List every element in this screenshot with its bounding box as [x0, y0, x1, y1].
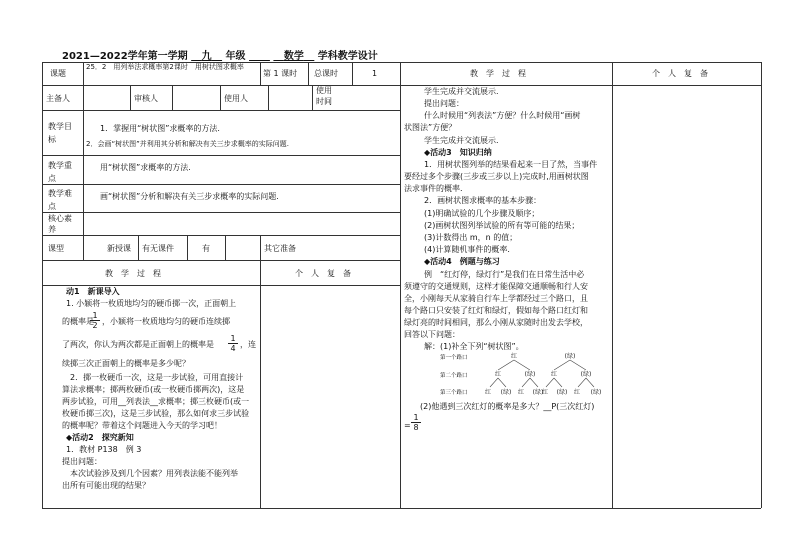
- right-line-2: 提出问题：: [424, 99, 464, 108]
- editor-label: 主备人: [46, 94, 70, 103]
- tree-node-l3-red-1: 红: [484, 389, 492, 396]
- example-line-6: 回答以下问题：: [404, 330, 460, 339]
- usetime-label: 使用时间: [316, 86, 332, 106]
- right-line-6: 1．用树状图列举的结果看起来一目了然，当事件: [424, 160, 598, 169]
- para-3a: 1．教材 P138 例 3: [66, 445, 142, 454]
- keypoint-label: 教学重点: [48, 161, 72, 183]
- para-1b-post: ，小颖将一枚质地均匀的硬币连续掷: [102, 317, 230, 326]
- tree-node-l2-red-1: 红: [494, 371, 502, 378]
- header-design-label: 学科教学设计: [317, 51, 378, 62]
- right-line-5: 学生完成并交流展示.: [424, 136, 499, 145]
- courseware-value: 有: [202, 244, 210, 253]
- para-2e: 的概率呢？带着这个问题进入今天的学习吧！: [62, 421, 222, 430]
- example-line-3: 全，小刚每天从家骑自行车上学都经过三个路口，且: [404, 294, 588, 303]
- right-line-13: (4)计算随机事件的概率.: [424, 245, 510, 254]
- header-grade: 九: [201, 51, 212, 62]
- question-2-eq: =: [404, 421, 411, 430]
- difficulty-text: 画“树状图”分析和解决有关三步求概率的实际问题.: [100, 192, 279, 201]
- right-line-3: 什么时候用“列表法”方便？什么时候用“画树: [424, 111, 581, 120]
- tree-node-l3-red-4: 红: [573, 389, 581, 396]
- example-line-2: 须遵守的交通规则，这样才能保障交通顺畅和行人安: [404, 282, 588, 291]
- difficulty-label: 教学难点: [48, 189, 72, 211]
- header-year: 2021—2022学年第一学期: [62, 51, 188, 62]
- process-header-left: 教 学 过 程: [105, 269, 161, 278]
- courseware-label: 有无课件: [142, 244, 174, 253]
- example-line-1: 例 “红灯停，绿灯行”是我们在日常生活中必: [424, 270, 585, 279]
- topic-label: 课题: [50, 69, 66, 78]
- activity-2-title: ◆活动2 探究新知: [66, 433, 134, 442]
- tree-node-l1-red: 红: [510, 353, 518, 360]
- para-3d: 出所有可能出现的结果？: [62, 481, 150, 490]
- goal-2: 2．会画“树状图”并利用其分析和解决有关三步求概率的实际问题.: [86, 140, 289, 148]
- para-2a: 2．掷一枚硬币一次，这是一步试验，可用直接计: [70, 373, 244, 382]
- page-header: [62, 47, 378, 62]
- para-3c: 本次试验涉及到几个因素？用列表法能不能列举: [70, 469, 238, 478]
- header-grade-label: 年级: [225, 51, 246, 62]
- tree-row-1-label: 第一个路口: [440, 355, 468, 361]
- activity-4-title: ◆活动4 例题与练习: [424, 257, 500, 266]
- header-subject: 数学: [283, 51, 304, 62]
- review-header-left: 个 人 复 备: [295, 269, 351, 278]
- tree-node-l1-green: (绿): [564, 353, 576, 360]
- question-2: (2)他遇到三次红灯的概率是多大？__P(三次红灯): [420, 402, 595, 411]
- tree-row-3-label: 第三个路口: [440, 390, 468, 396]
- total-value: 1: [372, 69, 378, 78]
- para-1c-post: ，连: [240, 340, 256, 349]
- para-1d: 续掷三次正面朝上的概率是多少呢？: [62, 359, 190, 368]
- review-header-right: 个 人 复 备: [652, 69, 708, 78]
- right-line-12: (3)计数得出 m，n 的值；: [424, 233, 518, 242]
- example-line-4: 每个路口只安装了红灯和绿灯，假如每个路口红灯和: [404, 306, 588, 315]
- para-2d: 枚硬币掷三次)，这是三步试验，那么如何求三步试验: [62, 409, 250, 418]
- tree-node-l2-green-2: (绿): [580, 371, 592, 378]
- tree-row-2-label: 第二个路口: [440, 373, 468, 379]
- right-line-8: 法求事件的概率.: [404, 184, 463, 193]
- tree-node-l2-green-1: (绿): [524, 371, 536, 378]
- para-1a: 1. 小颖将一枚质地均匀的硬币掷一次，正面朝上: [66, 299, 237, 308]
- tree-node-l3-green-3: (绿): [556, 389, 568, 396]
- period-label: 第 1 课时: [263, 69, 298, 78]
- user-label: 使用人: [224, 94, 248, 103]
- topic-value: 25．2 用列举法求概率第2课时 用树状图求概率: [86, 63, 244, 71]
- tree-diagram: [410, 350, 610, 398]
- tree-node-l3-green-2: (绿): [532, 389, 544, 396]
- goals-label: 教学目标: [48, 122, 72, 144]
- tree-node-l3-green-4: (绿): [590, 389, 602, 396]
- right-line-4: 状图法”方便？: [404, 123, 457, 132]
- literacy-label: 核心素养: [48, 214, 72, 234]
- right-line-7: 要经过多个步骤(三步或三步以上)完成时,用画树状图: [404, 172, 589, 181]
- para-1b-pre: 的概率是: [62, 317, 94, 326]
- reviewer-label: 审核人: [134, 94, 158, 103]
- right-line-10: (1)明确试验的几个步骤及顺序；: [424, 209, 540, 218]
- para-1c-pre: 了两次，你认为两次都是正面朝上的概率是: [62, 340, 214, 349]
- activity-1-title: 动1 新课导入: [66, 287, 120, 296]
- fraction-1-8: $\frac{1}{8}$: [411, 413, 421, 432]
- header-blank: [249, 51, 270, 62]
- goal-1: 1．掌握用“树状图”求概率的方法.: [100, 124, 220, 133]
- total-label: 总课时: [314, 69, 338, 78]
- tree-node-l3-green-1: (绿): [500, 389, 512, 396]
- right-line-9: 2．画树状图求概率的基本步骤：: [424, 196, 542, 205]
- keypoint-text: 用“树状图”求概率的方法.: [100, 163, 191, 172]
- example-line-7: 解：(1)补全下列“树状图”。: [424, 342, 524, 351]
- para-2b: 算法求概率；掷两枚硬币(或一枚硬币掷两次)，这是: [62, 385, 245, 394]
- para-3b: 提出问题：: [62, 457, 102, 466]
- right-line-11: (2)画树状图列举试验的所有等可能的结果；: [424, 221, 580, 230]
- para-2c: 两步试验，可用__列表法__求概率；掷三枚硬币(或一: [62, 397, 250, 406]
- tree-node-l2-red-2: 红: [550, 371, 558, 378]
- tree-node-l3-red-2: 红: [517, 389, 525, 396]
- activity-3-title: ◆活动3 知识归纳: [424, 148, 492, 157]
- example-line-5: 绿灯亮的时间相同，那么小刚从家随时出发去学校，: [404, 318, 588, 327]
- right-line-1: 学生完成并交流展示.: [424, 87, 499, 96]
- other-label: 其它准备: [264, 244, 296, 253]
- process-header-right: 教 学 过 程: [470, 69, 526, 78]
- type-label: 课型: [48, 244, 64, 253]
- fraction-1-2: $\frac{1}{2}$: [90, 311, 100, 330]
- type-value: 新授课: [107, 244, 131, 253]
- fraction-1-4: $\frac{1}{4}$: [228, 334, 238, 353]
- tree-node-l3-red-3: 红: [541, 389, 549, 396]
